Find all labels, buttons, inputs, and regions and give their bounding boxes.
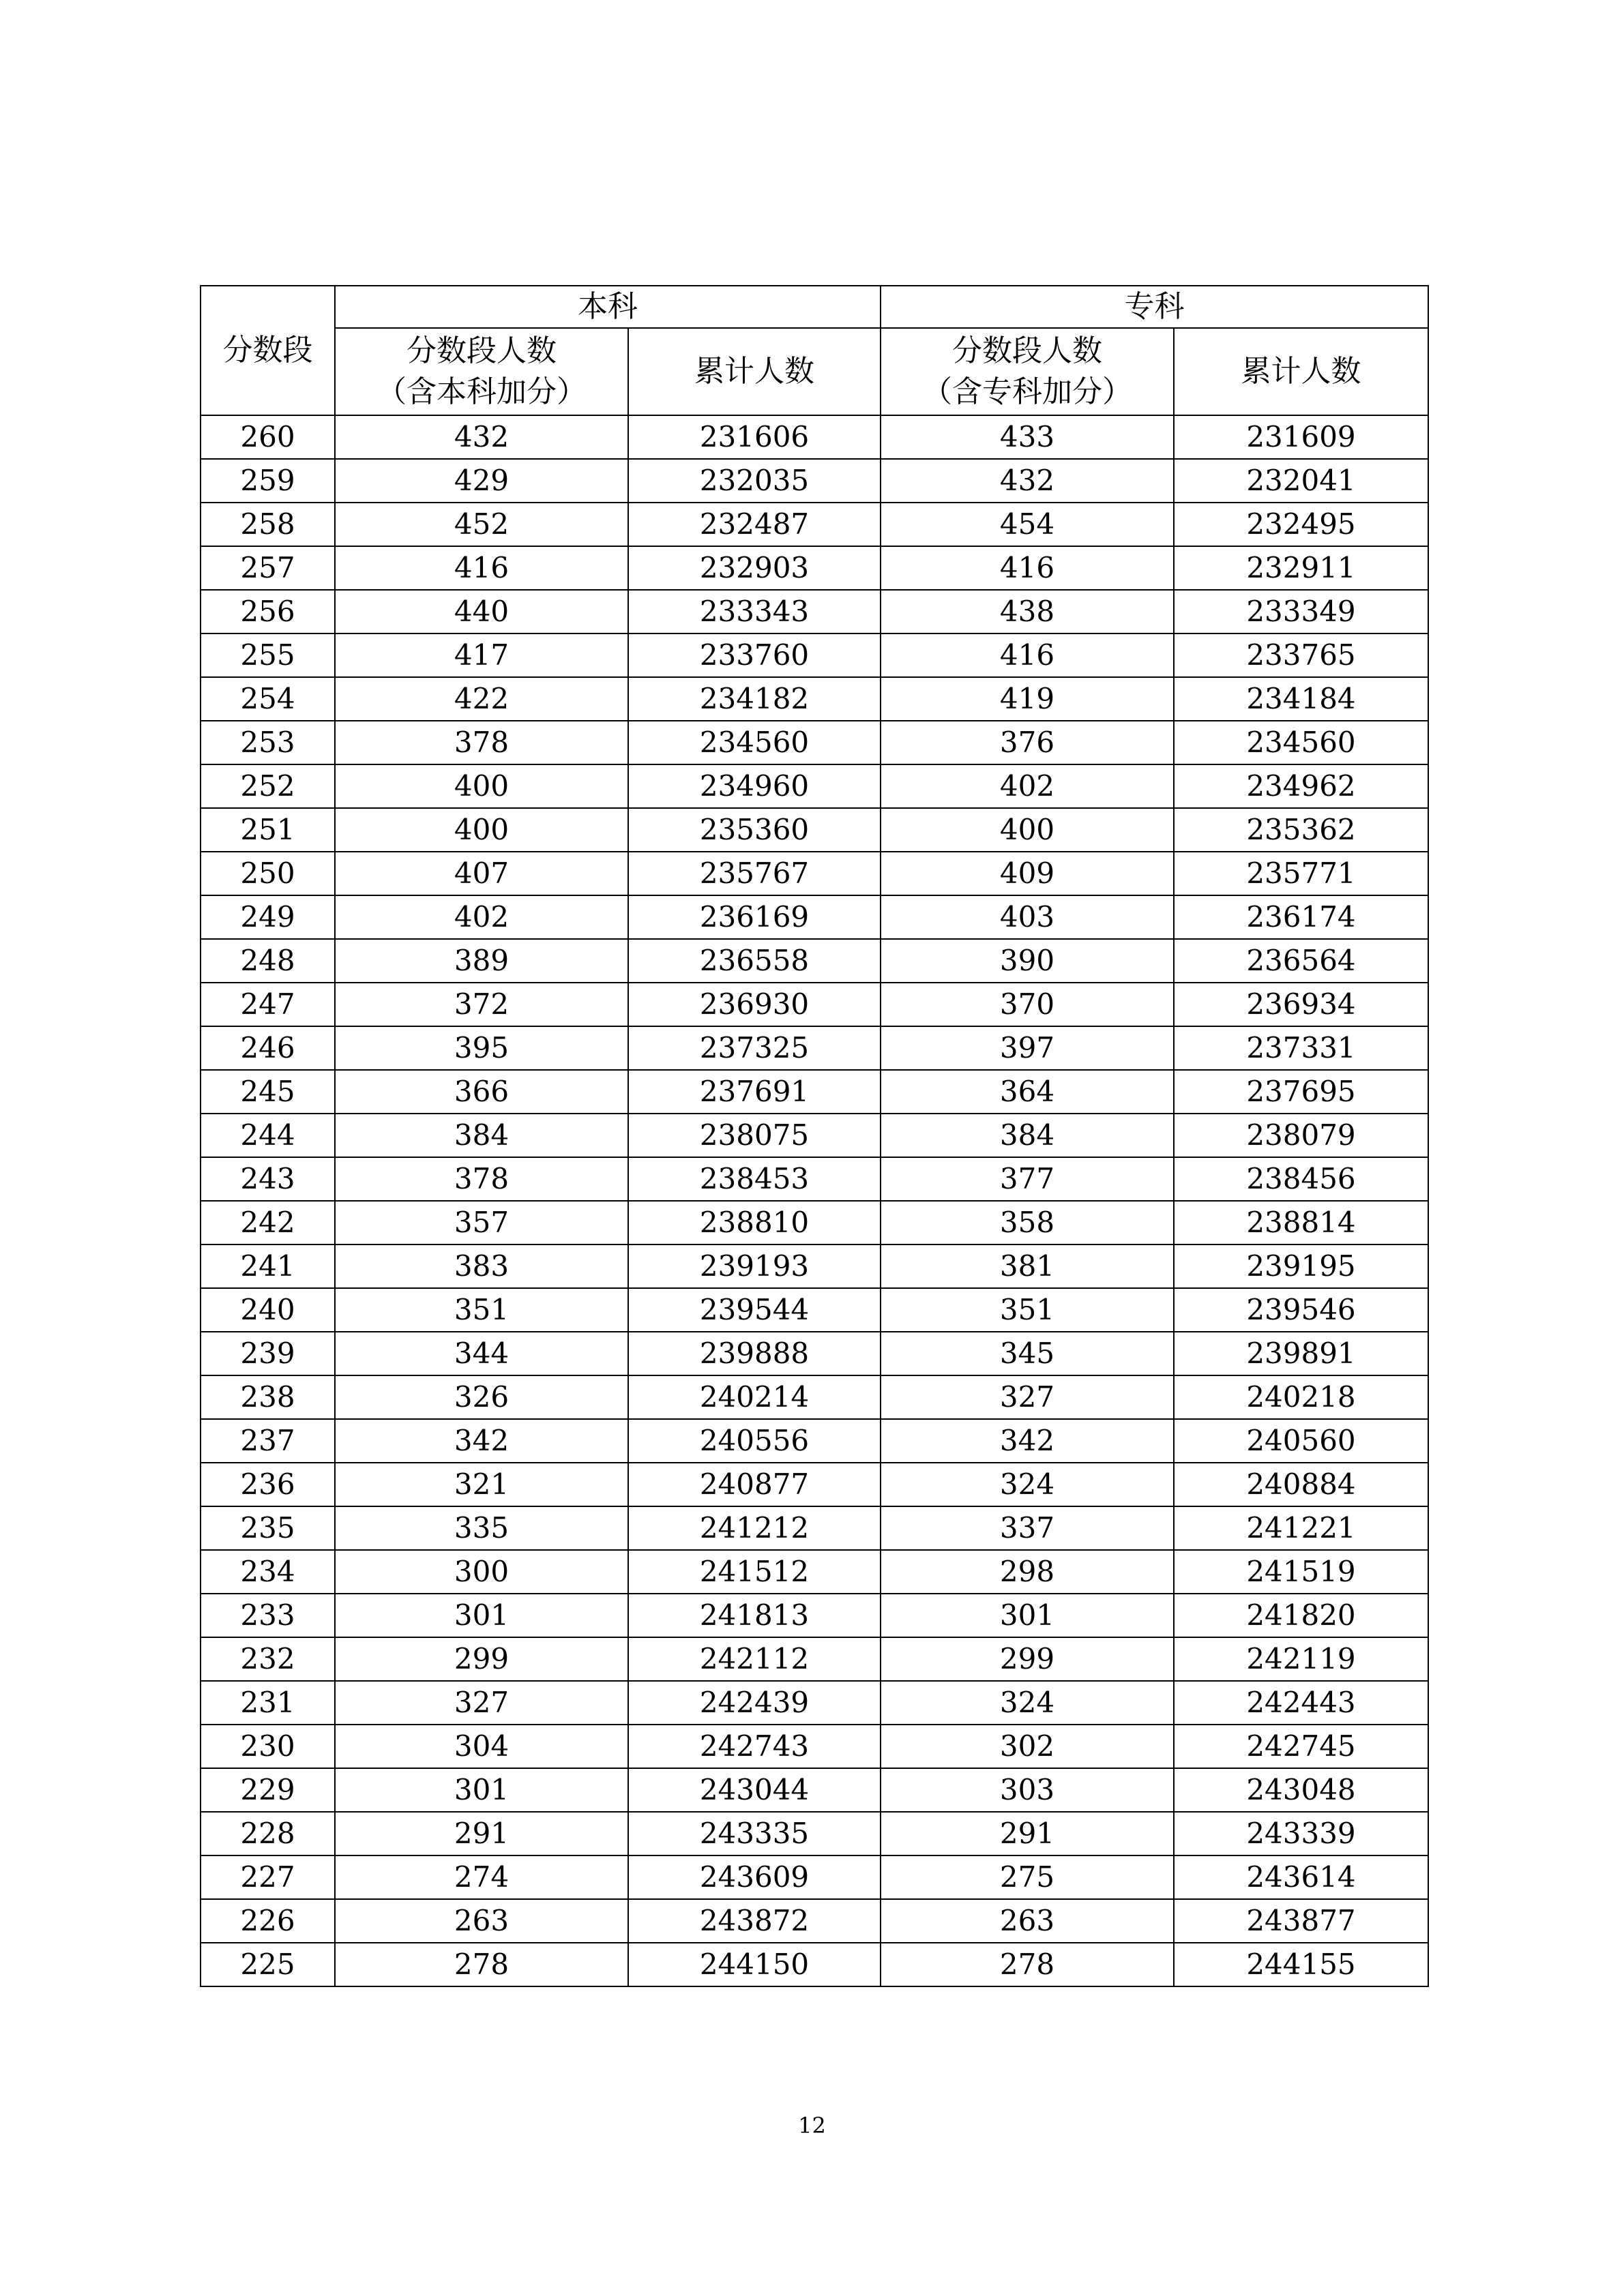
score-cell: 231 (201, 1681, 335, 1725)
benke-cumulative-cell: 235360 (628, 808, 881, 852)
table-row (201, 459, 1428, 503)
benke-cumulative-cell: 243609 (628, 1855, 881, 1899)
score-cell: 236 (201, 1463, 335, 1506)
benke-count-cell: 422 (335, 677, 628, 721)
zhuanke-count-cell: 302 (881, 1725, 1174, 1768)
score-cell: 245 (201, 1070, 335, 1114)
zhuanke-count-cell: 390 (881, 939, 1174, 983)
table-row (201, 677, 1428, 721)
score-cell: 248 (201, 939, 335, 983)
benke-cumulative-cell: 243044 (628, 1768, 881, 1812)
zhuanke-count-cell: 416 (881, 633, 1174, 677)
score-cell: 240 (201, 1288, 335, 1332)
zhuanke-cumulative-cell: 241519 (1174, 1550, 1428, 1594)
score-cell: 253 (201, 721, 335, 764)
score-cell: 252 (201, 764, 335, 808)
zhuanke-count-cell: 345 (881, 1332, 1174, 1375)
benke-count-cell: 407 (335, 852, 628, 895)
zhuanke-count-cell: 381 (881, 1244, 1174, 1288)
benke-cumulative-cell: 236558 (628, 939, 881, 983)
table-row (201, 1288, 1428, 1332)
table-row (201, 1812, 1428, 1855)
zhuanke-count-cell: 358 (881, 1201, 1174, 1244)
benke-count-cell: 416 (335, 546, 628, 590)
zhuanke-cumulative-cell: 231609 (1174, 415, 1428, 459)
zhuanke-count-cell: 377 (881, 1157, 1174, 1201)
zhuanke-count-cell: 370 (881, 983, 1174, 1026)
zhuanke-count-cell: 432 (881, 459, 1174, 503)
benke-cumulative-cell: 235767 (628, 852, 881, 895)
benke-cumulative-cell: 234182 (628, 677, 881, 721)
benke-count-cell: 402 (335, 895, 628, 939)
score-cell: 234 (201, 1550, 335, 1594)
zhuanke-cumulative-cell: 235362 (1174, 808, 1428, 852)
benke-cumulative-cell: 240556 (628, 1419, 881, 1463)
zhuanke-cumulative-cell: 235771 (1174, 852, 1428, 895)
zhuanke-cumulative-cell: 244155 (1174, 1943, 1428, 1986)
table-row (201, 1419, 1428, 1463)
benke-count-cell: 321 (335, 1463, 628, 1506)
benke-cumulative-cell: 241813 (628, 1594, 881, 1637)
zhuanke-cumulative-cell: 238079 (1174, 1114, 1428, 1157)
benke-count-cell: 326 (335, 1375, 628, 1419)
score-cell: 255 (201, 633, 335, 677)
benke-cumulative-cell: 232487 (628, 503, 881, 546)
zhuanke-count-cell: 397 (881, 1026, 1174, 1070)
zhuanke-group-header: 专科 (881, 286, 1428, 328)
benke-count-cell: 304 (335, 1725, 628, 1768)
zhuanke-cumulative-cell: 236174 (1174, 895, 1428, 939)
score-cell: 254 (201, 677, 335, 721)
table-row (201, 1637, 1428, 1681)
score-range-header: 分数段 (201, 286, 335, 415)
score-cell: 233 (201, 1594, 335, 1637)
table-row (201, 1375, 1428, 1419)
table-row (201, 983, 1428, 1026)
benke-cumulative-cell: 238810 (628, 1201, 881, 1244)
zhuanke-cumulative-cell: 238814 (1174, 1201, 1428, 1244)
score-cell: 232 (201, 1637, 335, 1681)
benke-cumulative-cell: 239888 (628, 1332, 881, 1375)
zhuanke-count-cell: 454 (881, 503, 1174, 546)
benke-cumulative-cell: 232903 (628, 546, 881, 590)
score-cell: 238 (201, 1375, 335, 1419)
table-row (201, 1899, 1428, 1943)
zhuanke-cumulative-cell: 240560 (1174, 1419, 1428, 1463)
benke-count-cell: 278 (335, 1943, 628, 1986)
benke-count-cell: 299 (335, 1637, 628, 1681)
score-cell: 242 (201, 1201, 335, 1244)
score-cell: 237 (201, 1419, 335, 1463)
table-row (201, 1506, 1428, 1550)
benke-count-cell: 429 (335, 459, 628, 503)
benke-cumulative-cell: 236169 (628, 895, 881, 939)
table-row (201, 503, 1428, 546)
table-row (201, 590, 1428, 633)
table-body (201, 415, 1428, 1986)
benke-count-cell: 335 (335, 1506, 628, 1550)
score-cell: 225 (201, 1943, 335, 1986)
benke-count-cell: 384 (335, 1114, 628, 1157)
benke-count-cell: 378 (335, 721, 628, 764)
score-cell: 247 (201, 983, 335, 1026)
score-cell: 259 (201, 459, 335, 503)
table-row (201, 721, 1428, 764)
benke-count-cell: 378 (335, 1157, 628, 1201)
benke-count-cell: 452 (335, 503, 628, 546)
benke-count-cell: 342 (335, 1419, 628, 1463)
benke-cumulative-cell: 241512 (628, 1550, 881, 1594)
zhuanke-count-cell: 376 (881, 721, 1174, 764)
zhuanke-cumulative-cell: 242443 (1174, 1681, 1428, 1725)
table-row (201, 1114, 1428, 1157)
table-row (201, 1725, 1428, 1768)
table-row (201, 1244, 1428, 1288)
table-row (201, 1463, 1428, 1506)
zhuanke-count-cell: 438 (881, 590, 1174, 633)
benke-count-cell: 389 (335, 939, 628, 983)
zhuanke-cumulative-cell: 243877 (1174, 1899, 1428, 1943)
benke-count-cell: 327 (335, 1681, 628, 1725)
zhuanke-cumulative-cell: 232911 (1174, 546, 1428, 590)
score-distribution-table (200, 285, 1429, 1987)
benke-cumulative-cell: 239193 (628, 1244, 881, 1288)
benke-count-cell: 291 (335, 1812, 628, 1855)
benke-count-cell: 440 (335, 590, 628, 633)
zhuanke-count-cell: 291 (881, 1812, 1174, 1855)
zhuanke-count-cell: 416 (881, 546, 1174, 590)
zhuanke-count-header-line1: 分数段人数 (952, 333, 1102, 368)
zhuanke-count-cell: 403 (881, 895, 1174, 939)
benke-cumulative-cell: 231606 (628, 415, 881, 459)
score-cell: 249 (201, 895, 335, 939)
benke-cumulative-cell: 234960 (628, 764, 881, 808)
score-cell: 226 (201, 1899, 335, 1943)
zhuanke-count-cell: 275 (881, 1855, 1174, 1899)
table-row (201, 808, 1428, 852)
score-cell: 257 (201, 546, 335, 590)
benke-count-cell: 400 (335, 764, 628, 808)
benke-cumulative-cell: 242112 (628, 1637, 881, 1681)
column-header-row (201, 328, 1428, 415)
benke-cumulative-cell: 242743 (628, 1725, 881, 1768)
zhuanke-count-cell: 364 (881, 1070, 1174, 1114)
zhuanke-cumulative-cell: 243048 (1174, 1768, 1428, 1812)
benke-cumulative-cell: 243872 (628, 1899, 881, 1943)
benke-count-header-line2: （含本科加分） (377, 374, 587, 409)
zhuanke-count-cell: 263 (881, 1899, 1174, 1943)
benke-cumulative-cell: 241212 (628, 1506, 881, 1550)
table-row (201, 1550, 1428, 1594)
benke-cumulative-cell: 234560 (628, 721, 881, 764)
table-row (201, 1594, 1428, 1637)
zhuanke-cumulative-cell: 237331 (1174, 1026, 1428, 1070)
table-row (201, 1026, 1428, 1070)
zhuanke-count-cell: 342 (881, 1419, 1174, 1463)
zhuanke-count-cell: 337 (881, 1506, 1174, 1550)
page-number: 12 (798, 2113, 826, 2138)
zhuanke-cumulative-cell: 243339 (1174, 1812, 1428, 1855)
table-header (201, 286, 1428, 415)
benke-cumulative-cell: 233343 (628, 590, 881, 633)
zhuanke-cumulative-cell: 236934 (1174, 983, 1428, 1026)
score-cell: 243 (201, 1157, 335, 1201)
zhuanke-cumulative-cell: 239546 (1174, 1288, 1428, 1332)
benke-cumulative-cell: 237325 (628, 1026, 881, 1070)
zhuanke-cumulative-cell: 233765 (1174, 633, 1428, 677)
score-cell: 250 (201, 852, 335, 895)
score-cell: 256 (201, 590, 335, 633)
score-cell: 228 (201, 1812, 335, 1855)
benke-group-header: 本科 (335, 286, 881, 328)
benke-count-cell: 357 (335, 1201, 628, 1244)
zhuanke-count-cell: 419 (881, 677, 1174, 721)
table-row (201, 1855, 1428, 1899)
zhuanke-count-cell: 327 (881, 1375, 1174, 1419)
zhuanke-cumulative-cell: 242745 (1174, 1725, 1428, 1768)
zhuanke-count-cell: 301 (881, 1594, 1174, 1637)
zhuanke-cumulative-cell: 234962 (1174, 764, 1428, 808)
zhuanke-count-cell: 384 (881, 1114, 1174, 1157)
zhuanke-cumulative-cell: 237695 (1174, 1070, 1428, 1114)
score-cell: 244 (201, 1114, 335, 1157)
table-row (201, 415, 1428, 459)
benke-cumulative-cell: 242439 (628, 1681, 881, 1725)
zhuanke-cumulative-cell: 234560 (1174, 721, 1428, 764)
table-row (201, 895, 1428, 939)
zhuanke-cumulative-cell: 240218 (1174, 1375, 1428, 1419)
table-row (201, 1943, 1428, 1986)
benke-cumulative-cell: 238075 (628, 1114, 881, 1157)
table-row (201, 1157, 1428, 1201)
score-cell: 229 (201, 1768, 335, 1812)
zhuanke-cumulative-cell: 234184 (1174, 677, 1428, 721)
score-cell: 241 (201, 1244, 335, 1288)
zhuanke-cumulative-cell: 240884 (1174, 1463, 1428, 1506)
table-row (201, 1201, 1428, 1244)
zhuanke-count-cell: 402 (881, 764, 1174, 808)
score-cell: 230 (201, 1725, 335, 1768)
benke-count-cell: 351 (335, 1288, 628, 1332)
zhuanke-cumulative-cell: 232495 (1174, 503, 1428, 546)
zhuanke-cumulative-cell: 242119 (1174, 1637, 1428, 1681)
benke-cumulative-cell: 244150 (628, 1943, 881, 1986)
benke-count-cell: 263 (335, 1899, 628, 1943)
zhuanke-count-header (881, 328, 1174, 415)
table-row (201, 1332, 1428, 1375)
benke-count-header (335, 328, 628, 415)
zhuanke-count-cell: 278 (881, 1943, 1174, 1986)
benke-cumulative-cell: 233760 (628, 633, 881, 677)
benke-count-header-line1: 分数段人数 (407, 333, 557, 368)
benke-count-cell: 366 (335, 1070, 628, 1114)
score-cell: 239 (201, 1332, 335, 1375)
benke-cumulative-cell: 236930 (628, 983, 881, 1026)
benke-count-cell: 301 (335, 1768, 628, 1812)
zhuanke-cumulative-cell: 239195 (1174, 1244, 1428, 1288)
zhuanke-cumulative-cell: 241820 (1174, 1594, 1428, 1637)
table-row (201, 852, 1428, 895)
benke-count-cell: 274 (335, 1855, 628, 1899)
zhuanke-cumulative-header: 累计人数 (1174, 328, 1428, 415)
zhuanke-count-cell: 400 (881, 808, 1174, 852)
zhuanke-count-cell: 324 (881, 1463, 1174, 1506)
zhuanke-cumulative-cell: 236564 (1174, 939, 1428, 983)
zhuanke-count-cell: 299 (881, 1637, 1174, 1681)
zhuanke-cumulative-cell: 232041 (1174, 459, 1428, 503)
table-row (201, 633, 1428, 677)
zhuanke-cumulative-cell: 233349 (1174, 590, 1428, 633)
table-row (201, 764, 1428, 808)
benke-count-cell: 301 (335, 1594, 628, 1637)
zhuanke-count-cell: 351 (881, 1288, 1174, 1332)
benke-cumulative-cell: 240214 (628, 1375, 881, 1419)
benke-cumulative-cell: 240877 (628, 1463, 881, 1506)
benke-count-cell: 300 (335, 1550, 628, 1594)
zhuanke-count-cell: 298 (881, 1550, 1174, 1594)
zhuanke-count-cell: 433 (881, 415, 1174, 459)
table-row (201, 1070, 1428, 1114)
benke-cumulative-header: 累计人数 (628, 328, 881, 415)
benke-cumulative-cell: 239544 (628, 1288, 881, 1332)
benke-cumulative-cell: 238453 (628, 1157, 881, 1201)
table-row (201, 1681, 1428, 1725)
benke-count-cell: 417 (335, 633, 628, 677)
zhuanke-count-cell: 409 (881, 852, 1174, 895)
benke-cumulative-cell: 237691 (628, 1070, 881, 1114)
benke-count-cell: 383 (335, 1244, 628, 1288)
score-cell: 227 (201, 1855, 335, 1899)
benke-count-cell: 395 (335, 1026, 628, 1070)
benke-cumulative-cell: 232035 (628, 459, 881, 503)
table-row (201, 546, 1428, 590)
benke-count-cell: 400 (335, 808, 628, 852)
zhuanke-cumulative-cell: 243614 (1174, 1855, 1428, 1899)
benke-count-cell: 432 (335, 415, 628, 459)
group-header-row (201, 286, 1428, 328)
zhuanke-count-cell: 303 (881, 1768, 1174, 1812)
zhuanke-count-header-line2: （含专科加分） (922, 374, 1132, 409)
table-row (201, 1768, 1428, 1812)
score-cell: 258 (201, 503, 335, 546)
benke-cumulative-cell: 243335 (628, 1812, 881, 1855)
benke-count-cell: 344 (335, 1332, 628, 1375)
score-cell: 251 (201, 808, 335, 852)
table-row (201, 939, 1428, 983)
zhuanke-cumulative-cell: 239891 (1174, 1332, 1428, 1375)
score-cell: 246 (201, 1026, 335, 1070)
zhuanke-cumulative-cell: 241221 (1174, 1506, 1428, 1550)
zhuanke-cumulative-cell: 238456 (1174, 1157, 1428, 1201)
score-cell: 260 (201, 415, 335, 459)
zhuanke-count-cell: 324 (881, 1681, 1174, 1725)
benke-count-cell: 372 (335, 983, 628, 1026)
score-cell: 235 (201, 1506, 335, 1550)
